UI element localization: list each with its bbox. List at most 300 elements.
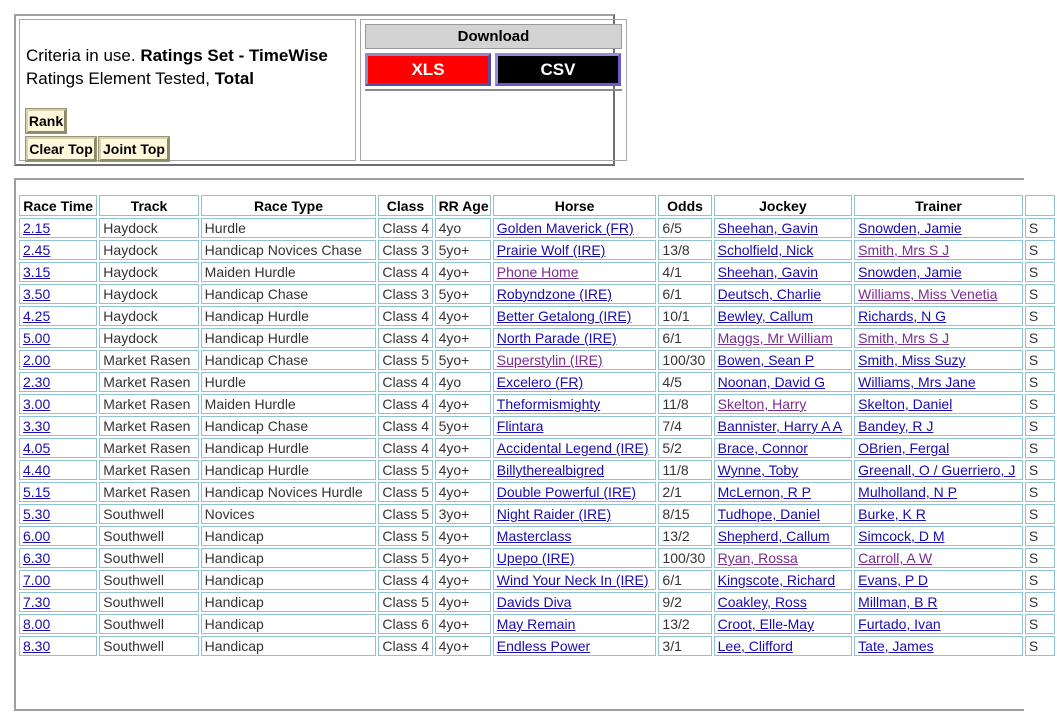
- jockey-cell: [714, 592, 853, 612]
- table-row: [19, 504, 1055, 524]
- header-jockey[interactable]: Jockey: [714, 195, 853, 216]
- results-table-container: [14, 178, 1039, 711]
- class-cell: Class 5: [378, 526, 432, 546]
- trainer-link[interactable]: Snowden, Jamie: [858, 264, 962, 280]
- jockey-cell: [714, 614, 853, 634]
- class-cell: Class 6: [378, 614, 432, 634]
- next-column-cell: S: [1025, 570, 1055, 590]
- table-row: [19, 526, 1055, 546]
- rr-age-cell: 4yo+: [435, 614, 491, 634]
- race-type-cell: Handicap Hurdle: [201, 328, 377, 348]
- race-time-link[interactable]: 5.15: [23, 484, 51, 500]
- class-cell: Class 5: [378, 482, 432, 502]
- race-time-link[interactable]: 3.30: [23, 418, 51, 434]
- header-class[interactable]: Class: [378, 195, 432, 216]
- horse-link[interactable]: Endless Power: [496, 638, 591, 654]
- horse-link[interactable]: Double Powerful (IRE): [496, 484, 637, 500]
- trainer-cell: [854, 548, 1023, 568]
- race-time-link[interactable]: 3.00: [23, 396, 51, 412]
- jockey-cell: [714, 636, 853, 656]
- criteria-cell: [19, 19, 356, 161]
- race-time-link[interactable]: 4.40: [23, 462, 51, 478]
- horse-cell: [493, 328, 657, 348]
- race-time-link[interactable]: 5.30: [23, 506, 51, 522]
- track-cell: Southwell: [99, 592, 198, 612]
- race-type-cell: Hurdle: [201, 218, 377, 238]
- jockey-cell: [714, 482, 853, 502]
- race-type-cell: Handicap: [201, 570, 377, 590]
- time-cell: [19, 262, 97, 282]
- trainer-cell: [854, 284, 1023, 304]
- race-type-cell: Handicap: [201, 592, 377, 612]
- odds-cell: 7/4: [658, 416, 711, 436]
- horse-cell: [493, 416, 657, 436]
- jockey-cell: [714, 284, 853, 304]
- trainer-link[interactable]: Bandey, R J: [858, 418, 934, 434]
- rr-age-cell: 5yo+: [435, 350, 491, 370]
- table-row: [19, 372, 1055, 392]
- race-type-cell: Handicap Novices Chase: [201, 240, 377, 260]
- race-time-link[interactable]: 3.15: [23, 264, 51, 280]
- track-cell: Southwell: [99, 548, 198, 568]
- next-column-cell: S: [1025, 218, 1055, 238]
- time-cell: [19, 482, 97, 502]
- trainer-cell: [854, 350, 1023, 370]
- race-type-cell: Handicap: [201, 614, 377, 634]
- rr-age-cell: 4yo+: [435, 262, 491, 282]
- horse-cell: [493, 306, 657, 326]
- rr-age-cell: 4yo: [435, 372, 491, 392]
- odds-cell: 6/1: [658, 570, 711, 590]
- race-time-link[interactable]: 6.30: [23, 550, 51, 566]
- race-time-link[interactable]: 2.45: [23, 242, 51, 258]
- class-cell: Class 4: [378, 218, 432, 238]
- trainer-link[interactable]: Burke, K R: [858, 506, 926, 522]
- download-header: Download: [365, 24, 622, 49]
- jockey-link[interactable]: McLernon, R P: [717, 484, 811, 500]
- race-type-cell: Maiden Hurdle: [201, 262, 377, 282]
- horse-link[interactable]: Masterclass: [496, 528, 572, 544]
- horse-link[interactable]: Superstylin (IRE): [496, 352, 603, 368]
- horse-link[interactable]: Flintara: [496, 418, 544, 434]
- jockey-link[interactable]: Shepherd, Callum: [717, 528, 830, 544]
- class-cell: Class 4: [378, 416, 432, 436]
- odds-cell: 5/2: [658, 438, 711, 458]
- horse-link[interactable]: Accidental Legend (IRE): [496, 440, 649, 456]
- results-table: [17, 193, 1057, 658]
- race-type-cell: Handicap Novices Hurdle: [201, 482, 377, 502]
- trainer-cell: [854, 240, 1023, 260]
- header-trainer[interactable]: Trainer: [854, 195, 1023, 216]
- jockey-link[interactable]: Croot, Elle-May: [717, 616, 815, 632]
- next-column-cell: S: [1025, 306, 1055, 326]
- download-cell: [360, 19, 627, 161]
- horse-link[interactable]: North Parade (IRE): [496, 330, 617, 346]
- next-column-cell: S: [1025, 240, 1055, 260]
- table-row: [19, 482, 1055, 502]
- race-time-link[interactable]: 8.30: [23, 638, 51, 654]
- time-cell: [19, 240, 97, 260]
- table-row: [19, 460, 1055, 480]
- time-cell: [19, 218, 97, 238]
- next-column-cell: S: [1025, 262, 1055, 282]
- race-type-cell: Handicap: [201, 526, 377, 546]
- download-csv-button[interactable]: CSV: [495, 53, 621, 86]
- trainer-link[interactable]: Carroll, A W: [858, 550, 933, 566]
- class-cell: Class 3: [378, 284, 432, 304]
- odds-cell: 9/2: [658, 592, 711, 612]
- trainer-cell: [854, 482, 1023, 502]
- race-time-link[interactable]: 6.00: [23, 528, 51, 544]
- time-cell: [19, 570, 97, 590]
- horse-cell: [493, 636, 657, 656]
- jockey-cell: [714, 416, 853, 436]
- class-cell: Class 5: [378, 592, 432, 612]
- rr-age-cell: 4yo+: [435, 482, 491, 502]
- rr-age-cell: 4yo+: [435, 592, 491, 612]
- horse-link[interactable]: Robyndzone (IRE): [496, 286, 612, 302]
- table-row: [19, 394, 1055, 414]
- jockey-link[interactable]: Wynne, Toby: [717, 462, 799, 478]
- jockey-cell: [714, 548, 853, 568]
- table-row: [19, 416, 1055, 436]
- jockey-cell: [714, 438, 853, 458]
- horse-link[interactable]: Phone Home: [496, 264, 579, 280]
- table-row: [19, 592, 1055, 612]
- horse-link[interactable]: Prairie Wolf (IRE): [496, 242, 606, 258]
- trainer-link[interactable]: Evans, P D: [858, 572, 928, 588]
- race-time-link[interactable]: 4.25: [23, 308, 51, 324]
- track-cell: Southwell: [99, 526, 198, 546]
- track-cell: Haydock: [99, 328, 198, 348]
- horse-cell: [493, 548, 657, 568]
- jockey-link[interactable]: Sheehan, Gavin: [717, 264, 819, 280]
- time-cell: [19, 526, 97, 546]
- rr-age-cell: 4yo+: [435, 306, 491, 326]
- trainer-cell: [854, 570, 1023, 590]
- table-row: [19, 328, 1055, 348]
- odds-cell: 4/1: [658, 262, 711, 282]
- horse-cell: [493, 262, 657, 282]
- trainer-cell: [854, 372, 1023, 392]
- jockey-link[interactable]: Sheehan, Gavin: [717, 220, 819, 236]
- trainer-link[interactable]: Smith, Mrs S J: [858, 330, 950, 346]
- class-cell: Class 4: [378, 262, 432, 282]
- horse-cell: [493, 504, 657, 524]
- trainer-cell: [854, 614, 1023, 634]
- horse-link[interactable]: Davids Diva: [496, 594, 572, 610]
- next-column-cell: S: [1025, 504, 1055, 524]
- track-cell: Haydock: [99, 262, 198, 282]
- odds-cell: 11/8: [658, 394, 711, 414]
- race-type-cell: Handicap Hurdle: [201, 306, 377, 326]
- class-cell: Class 3: [378, 240, 432, 260]
- header-track[interactable]: Track: [99, 195, 198, 216]
- odds-cell: 100/30: [658, 350, 711, 370]
- next-column-cell: S: [1025, 350, 1055, 370]
- rr-age-cell: 4yo: [435, 218, 491, 238]
- trainer-link[interactable]: Williams, Miss Venetia: [858, 286, 998, 302]
- trainer-cell: [854, 306, 1023, 326]
- header-rr-age[interactable]: RR Age: [435, 195, 491, 216]
- jockey-cell: [714, 570, 853, 590]
- race-time-link[interactable]: 7.00: [23, 572, 51, 588]
- jockey-link[interactable]: Kingscote, Richard: [717, 572, 836, 588]
- race-type-cell: Handicap: [201, 548, 377, 568]
- trainer-link[interactable]: Simcock, D M: [858, 528, 945, 544]
- rr-age-cell: 4yo+: [435, 328, 491, 348]
- next-column-cell: S: [1025, 394, 1055, 414]
- download-divider: [365, 89, 622, 91]
- track-cell: Haydock: [99, 240, 198, 260]
- trainer-link[interactable]: Richards, N G: [858, 308, 947, 324]
- horse-link[interactable]: Theformismighty: [496, 396, 601, 412]
- jockey-link[interactable]: Skelton, Harry: [717, 396, 807, 412]
- jockey-link[interactable]: Noonan, David G: [717, 374, 826, 390]
- results-body: [19, 218, 1055, 656]
- table-row: [19, 570, 1055, 590]
- time-cell: [19, 394, 97, 414]
- class-cell: Class 4: [378, 636, 432, 656]
- race-type-cell: Handicap Chase: [201, 284, 377, 304]
- class-cell: Class 4: [378, 570, 432, 590]
- horse-link[interactable]: Upepo (IRE): [496, 550, 575, 566]
- track-cell: Haydock: [99, 306, 198, 326]
- header-race-type[interactable]: Race Type: [201, 195, 377, 216]
- trainer-link[interactable]: Smith, Mrs S J: [858, 242, 950, 258]
- time-cell: [19, 548, 97, 568]
- odds-cell: 10/1: [658, 306, 711, 326]
- trainer-cell: [854, 592, 1023, 612]
- table-row: [19, 306, 1055, 326]
- jockey-link[interactable]: Scholfield, Nick: [717, 242, 814, 258]
- horse-cell: [493, 526, 657, 546]
- horse-cell: [493, 218, 657, 238]
- trainer-cell: [854, 262, 1023, 282]
- horse-cell: [493, 460, 657, 480]
- time-cell: [19, 416, 97, 436]
- criteria-line1-prefix: Criteria in use.: [26, 46, 141, 65]
- odds-cell: 13/8: [658, 240, 711, 260]
- table-row: [19, 240, 1055, 260]
- track-cell: Market Rasen: [99, 416, 198, 436]
- class-cell: Class 4: [378, 328, 432, 348]
- horse-cell: [493, 284, 657, 304]
- joint-top-button[interactable]: Joint Top: [99, 137, 169, 161]
- jockey-link[interactable]: Bewley, Callum: [717, 308, 814, 324]
- jockey-link[interactable]: Deutsch, Charlie: [717, 286, 822, 302]
- criteria-text: [26, 44, 328, 90]
- jockey-link[interactable]: Ryan, Rossa: [717, 550, 798, 566]
- track-cell: Market Rasen: [99, 482, 198, 502]
- rr-age-cell: 4yo+: [435, 394, 491, 414]
- race-type-cell: Handicap Hurdle: [201, 460, 377, 480]
- jockey-link[interactable]: Coakley, Ross: [717, 594, 807, 610]
- rr-age-cell: 3yo+: [435, 504, 491, 524]
- next-column-cell: S: [1025, 460, 1055, 480]
- jockey-link[interactable]: Lee, Clifford: [717, 638, 793, 654]
- horse-link[interactable]: Billytherealbigred: [496, 462, 605, 478]
- header-horse[interactable]: Horse: [493, 195, 657, 216]
- next-column-cell: S: [1025, 614, 1055, 634]
- trainer-link[interactable]: Millman, B R: [858, 594, 938, 610]
- download-xls-button[interactable]: XLS: [365, 53, 491, 86]
- jockey-cell: [714, 372, 853, 392]
- track-cell: Market Rasen: [99, 372, 198, 392]
- track-cell: Southwell: [99, 636, 198, 656]
- criteria-line2-prefix: Ratings Element Tested,: [26, 69, 215, 88]
- rank-button[interactable]: Rank: [26, 109, 66, 133]
- horse-cell: [493, 372, 657, 392]
- trainer-link[interactable]: Williams, Mrs Jane: [858, 374, 976, 390]
- trainer-cell: [854, 526, 1023, 546]
- trainer-cell: [854, 416, 1023, 436]
- track-cell: Haydock: [99, 218, 198, 238]
- odds-cell: 3/1: [658, 636, 711, 656]
- trainer-cell: [854, 460, 1023, 480]
- horse-link[interactable]: May Remain: [496, 616, 576, 632]
- rr-age-cell: 5yo+: [435, 240, 491, 260]
- class-cell: Class 5: [378, 548, 432, 568]
- trainer-link[interactable]: Mulholland, N P: [858, 484, 957, 500]
- next-column-cell: S: [1025, 328, 1055, 348]
- clear-top-button[interactable]: Clear Top: [26, 137, 96, 161]
- horse-cell: [493, 570, 657, 590]
- race-type-cell: Hurdle: [201, 372, 377, 392]
- trainer-link[interactable]: Tate, James: [858, 638, 934, 654]
- track-cell: Southwell: [99, 504, 198, 524]
- ratings-set-value: Ratings Set - TimeWise: [140, 46, 328, 65]
- horse-cell: [493, 394, 657, 414]
- jockey-link[interactable]: Brace, Connor: [717, 440, 808, 456]
- track-cell: Market Rasen: [99, 394, 198, 414]
- horse-link[interactable]: Better Getalong (IRE): [496, 308, 632, 324]
- race-time-link[interactable]: 7.30: [23, 594, 51, 610]
- race-type-cell: Handicap Chase: [201, 416, 377, 436]
- horse-cell: [493, 438, 657, 458]
- jockey-cell: [714, 218, 853, 238]
- race-time-link[interactable]: 2.00: [23, 352, 51, 368]
- jockey-link[interactable]: Maggs, Mr William: [717, 330, 833, 346]
- jockey-cell: [714, 328, 853, 348]
- next-column-cell: S: [1025, 284, 1055, 304]
- race-time-link[interactable]: 8.00: [23, 616, 51, 632]
- horse-cell: [493, 614, 657, 634]
- next-column-cell: S: [1025, 636, 1055, 656]
- jockey-cell: [714, 350, 853, 370]
- trainer-link[interactable]: Furtado, Ivan: [858, 616, 941, 632]
- table-row: [19, 548, 1055, 568]
- time-cell: [19, 636, 97, 656]
- race-type-cell: Handicap Hurdle: [201, 438, 377, 458]
- jockey-link[interactable]: Tudhope, Daniel: [717, 506, 820, 522]
- odds-cell: 13/2: [658, 614, 711, 634]
- next-column-cell: S: [1025, 526, 1055, 546]
- header-race-time[interactable]: Race Time: [19, 195, 97, 216]
- race-type-cell: Handicap Chase: [201, 350, 377, 370]
- next-column-cell: S: [1025, 482, 1055, 502]
- jockey-link[interactable]: Bannister, Harry A A: [717, 418, 843, 434]
- table-row: [19, 636, 1055, 656]
- trainer-cell: [854, 328, 1023, 348]
- time-cell: [19, 284, 97, 304]
- header-odds[interactable]: Odds: [658, 195, 711, 216]
- race-time-link[interactable]: 4.05: [23, 440, 51, 456]
- horse-link[interactable]: Golden Maverick (FR): [496, 220, 634, 236]
- class-cell: Class 5: [378, 504, 432, 524]
- jockey-cell: [714, 504, 853, 524]
- odds-cell: 8/15: [658, 504, 711, 524]
- jockey-cell: [714, 526, 853, 546]
- table-header-row: [19, 195, 1055, 216]
- track-cell: Southwell: [99, 570, 198, 590]
- odds-cell: 100/30: [658, 548, 711, 568]
- time-cell: [19, 592, 97, 612]
- track-cell: Southwell: [99, 614, 198, 634]
- table-row: [19, 438, 1055, 458]
- next-column-cell: S: [1025, 548, 1055, 568]
- odds-cell: 6/1: [658, 328, 711, 348]
- jockey-cell: [714, 460, 853, 480]
- horse-cell: [493, 240, 657, 260]
- track-cell: Market Rasen: [99, 460, 198, 480]
- track-cell: Haydock: [99, 284, 198, 304]
- time-cell: [19, 614, 97, 634]
- race-time-link[interactable]: 5.00: [23, 330, 51, 346]
- trainer-link[interactable]: Greenall, O / Guerriero, J: [858, 462, 1016, 478]
- class-cell: Class 4: [378, 438, 432, 458]
- next-column-cell: S: [1025, 372, 1055, 392]
- trainer-cell: [854, 438, 1023, 458]
- race-time-link[interactable]: 2.30: [23, 374, 51, 390]
- horse-link[interactable]: Wind Your Neck In (IRE): [496, 572, 649, 588]
- class-cell: Class 4: [378, 372, 432, 392]
- header-next-column: [1025, 195, 1055, 216]
- trainer-link[interactable]: Skelton, Daniel: [858, 396, 953, 412]
- criteria-panel: [14, 14, 615, 166]
- race-time-link[interactable]: 3.50: [23, 286, 51, 302]
- table-row: [19, 350, 1055, 370]
- table-row: [19, 262, 1055, 282]
- race-type-cell: Maiden Hurdle: [201, 394, 377, 414]
- odds-cell: 11/8: [658, 460, 711, 480]
- table-row: [19, 284, 1055, 304]
- time-cell: [19, 372, 97, 392]
- trainer-link[interactable]: OBrien, Fergal: [858, 440, 950, 456]
- odds-cell: 6/1: [658, 284, 711, 304]
- track-cell: Market Rasen: [99, 438, 198, 458]
- next-column-cell: S: [1025, 592, 1055, 612]
- horse-cell: [493, 592, 657, 612]
- rr-age-cell: 5yo+: [435, 284, 491, 304]
- jockey-link[interactable]: Bowen, Sean P: [717, 352, 815, 368]
- jockey-cell: [714, 240, 853, 260]
- class-cell: Class 5: [378, 350, 432, 370]
- rr-age-cell: 4yo+: [435, 548, 491, 568]
- trainer-link[interactable]: Smith, Miss Suzy: [858, 352, 966, 368]
- trainer-cell: [854, 394, 1023, 414]
- odds-cell: 13/2: [658, 526, 711, 546]
- horse-link[interactable]: Night Raider (IRE): [496, 506, 612, 522]
- rr-age-cell: 4yo+: [435, 438, 491, 458]
- race-time-link[interactable]: 2.15: [23, 220, 51, 236]
- race-type-cell: Novices: [201, 504, 377, 524]
- rr-age-cell: 4yo+: [435, 570, 491, 590]
- jockey-cell: [714, 262, 853, 282]
- time-cell: [19, 438, 97, 458]
- trainer-link[interactable]: Snowden, Jamie: [858, 220, 962, 236]
- horse-link[interactable]: Excelero (FR): [496, 374, 584, 390]
